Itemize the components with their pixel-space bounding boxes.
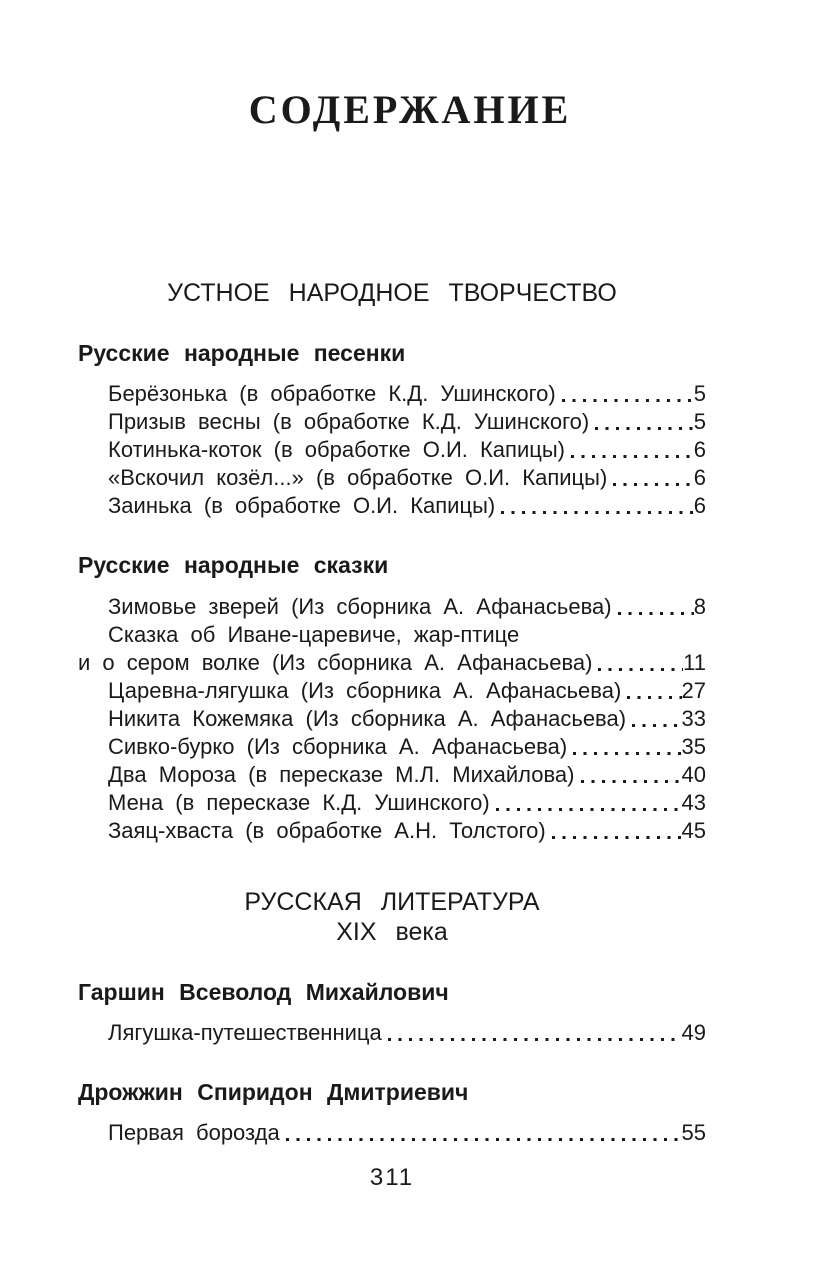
- toc-entry: [108, 380, 706, 408]
- page-title: СОДЕРЖАНИЕ: [248, 87, 572, 132]
- dot-leader: [598, 668, 683, 671]
- entry-title: Сивко-бурко (Из сборника А. Афанасьева): [108, 733, 568, 759]
- entry-title: Два Мороза (в пересказе М.Л. Михайлова): [108, 761, 575, 787]
- dot-leader: [286, 1138, 682, 1141]
- entry-page-number: 6: [693, 437, 706, 463]
- section-heading-line1: РУССКАЯ ЛИТЕРАТУРА: [244, 887, 540, 916]
- entry-page-number: 49: [681, 1019, 706, 1045]
- dot-leader: [552, 836, 682, 839]
- toc-entry: [108, 733, 706, 761]
- toc-entry: [108, 789, 706, 817]
- entry-title: «Вскочил козёл...» (в обработке О.И. Капицы): [108, 465, 608, 491]
- dot-leader: [388, 1038, 682, 1041]
- toc-entry: [108, 464, 706, 492]
- entry-page-number: 33: [681, 705, 706, 731]
- entry-title: Царевна-лягушка (Из сборника А. Афанасьева): [108, 677, 622, 703]
- entry-page-number: 40: [681, 761, 706, 787]
- dot-leader: [496, 808, 682, 811]
- entry-list-garshin: [78, 1019, 706, 1047]
- toc-entry: [78, 649, 706, 677]
- toc-entry: [108, 1019, 706, 1047]
- toc-entry: [108, 761, 706, 789]
- dot-leader: [613, 483, 693, 486]
- dot-leader: [562, 399, 694, 402]
- toc-entry: [108, 436, 706, 464]
- entry-page-number: 8: [693, 593, 706, 619]
- dot-leader: [618, 612, 694, 615]
- section-heading-line2: XIX века: [336, 917, 448, 946]
- toc-entry-first-line: Сказка об Иване-царевиче, жар-птице: [108, 621, 520, 647]
- toc-entry: [108, 705, 706, 733]
- dot-leader: [581, 780, 682, 783]
- dot-leader: [571, 455, 694, 458]
- entry-title: Зимовье зверей (Из сборника А. Афанасьева): [108, 593, 612, 619]
- dot-leader: [632, 724, 681, 727]
- entry-title: Первая борозда: [108, 1120, 280, 1146]
- entry-title: Заинька (в обработке О.И. Капицы): [108, 493, 496, 519]
- folio-page-number: 311: [369, 1164, 415, 1192]
- dot-leader: [595, 427, 694, 430]
- toc-entry: [108, 677, 706, 705]
- entry-page-number: 45: [681, 817, 706, 843]
- entry-page-number: 11: [683, 649, 706, 675]
- section-heading-folklore: УСТНОЕ НАРОДНОЕ ТВОРЧЕСТВО: [167, 279, 617, 307]
- entry-title: Котинька-коток (в обработке О.И. Капицы): [108, 437, 565, 463]
- entry-list-drozhzhin: [78, 1119, 706, 1147]
- toc-entry: [108, 817, 706, 845]
- entry-title: и о сером волке (Из сборника А. Афанасьева): [78, 649, 593, 675]
- toc-content: [78, 278, 706, 1192]
- author-heading-garshin: Гаршин Всеволод Михайлович: [78, 978, 449, 1005]
- section-heading-literature: [78, 887, 706, 947]
- entry-page-number: 6: [693, 493, 706, 519]
- toc-entry: [108, 408, 706, 436]
- entry-title: Заяц-хваста (в обработке А.Н. Толстого): [108, 817, 546, 843]
- entry-page-number: 55: [681, 1120, 706, 1146]
- entry-page-number: 27: [681, 677, 706, 703]
- entry-page-number: 35: [681, 733, 706, 759]
- entry-title: Лягушка-путешественница: [108, 1019, 382, 1045]
- dot-leader: [627, 696, 681, 699]
- dot-leader: [501, 511, 694, 514]
- entry-title: Призыв весны (в обработке К.Д. Ушинского): [108, 409, 590, 435]
- entry-page-number: 5: [693, 409, 706, 435]
- entry-page-number: 43: [681, 789, 706, 815]
- toc-entry: [108, 492, 706, 520]
- toc-entry: [108, 593, 706, 621]
- entry-page-number: 5: [693, 381, 706, 407]
- entry-title: Никита Кожемяка (Из сборника А. Афанасьева): [108, 705, 627, 731]
- toc-entry: [108, 1119, 706, 1147]
- author-heading-drozhzhin: Дрожжин Спиридон Дмитриевич: [78, 1078, 469, 1105]
- entry-list-folk-tales: [78, 593, 706, 845]
- group-heading-folk-songs: Русские народные песенки: [78, 340, 406, 366]
- dot-leader: [573, 752, 681, 755]
- entry-list-folk-songs: [78, 380, 706, 520]
- entry-page-number: 6: [693, 465, 706, 491]
- entry-title: Мена (в пересказе К.Д. Ушинского): [108, 789, 490, 815]
- group-heading-folk-tales: Русские народные сказки: [78, 552, 389, 579]
- entry-title: Берёзонька (в обработке К.Д. Ушинского): [108, 381, 556, 407]
